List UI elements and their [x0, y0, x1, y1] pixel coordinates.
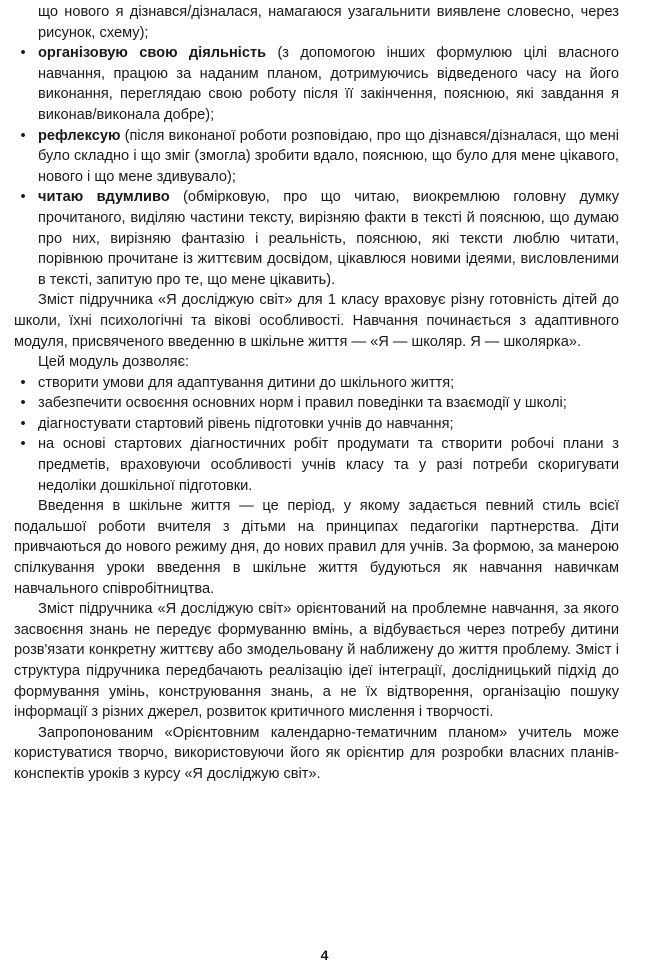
list-item-text: (обмірковую, про що читаю, виокремлюю головну думку прочитаного, виділяю частини тексту, вирізняю факти в тексті й пояснюю, що думаю про них, вирізняю фантазію і реальність, пояснюю, які тексти люблю читати, порівнюю прочитане із життєвим досвідом, цікавлюся новими ідеями, висловленими в тексті, запитую про те, що мене цікавить). [38, 189, 619, 288]
list-item-lead: читаю вдумливо [38, 189, 170, 206]
list-item-text: забезпечити освоєння основних норм і правил поведінки та взаємодії у школі; [38, 395, 567, 412]
list-item [14, 126, 619, 188]
list-item-text: (після виконаної роботи розповідаю, про що дізнався/дізналася, що мені було складно і що зміг (змогла) зробити вдало, пояснюю, що було для мене цікавого, нового і що мене здивувало); [38, 127, 619, 185]
list-item [14, 434, 619, 496]
list-item [14, 414, 619, 435]
skills-list [14, 43, 619, 290]
list-item-lead: рефлексую [38, 127, 121, 144]
list-item-text: на основі стартових діагностичних робіт продумати та створити робочі плани з предметів, враховуючи особливості учнів класу та у разі потреби скоригувати недоліки дошкільної підготовки. [38, 436, 619, 494]
list-item [14, 373, 619, 394]
list-item-lead: організовую свою діяльність [38, 45, 267, 62]
paragraph-calendar-plan: Запропонованим «Орієнтовним календарно-тематичним планом» учитель може користуватися творчо, використовуючи його як орієнтир для розробки власних планів-конспектів уроків з курсу «Я досліджую світ». [14, 724, 619, 782]
bullet-mark: • [20, 436, 26, 453]
page-number: 4 [320, 947, 329, 963]
list-item [14, 43, 619, 125]
module-list [14, 373, 619, 497]
list-item [14, 393, 619, 414]
page-text [14, 2, 619, 785]
bullet-mark: • [20, 127, 26, 144]
list-item-text: діагностувати стартовий рівень підготовки учнів до навчання; [38, 415, 454, 432]
paragraph-problem-learning: Зміст підручника «Я досліджую світ» орієнтований на проблемне навчання, за якого засвоєння знань не передує формуванню вмінь, а відбувається через потребу дитини розв'язати конкретну життєву або змодельовану й наближену до життя проблему. Зміст і структура підручника передбачають реалізацію ідеї інтеграції, дослідницький підхід до формування умінь, конструювання знань, а не їх відтворення, організацію пошуку інформації з різних джерел, розвиток критичного мислення і творчості. [14, 601, 619, 721]
list-item [14, 187, 619, 290]
list-item-text: (з допомогою інших формулюю цілі власного навчання, працюю за наданим планом, дотримуючись відведеного часу на його виконання, переглядаю свою роботу після її закінчення, пояснюю, які завдання я виконав/виконала добре); [38, 45, 619, 123]
bullet-mark: • [20, 415, 26, 432]
bullet-mark: • [20, 395, 26, 412]
list-item-text: створити умови для адаптування дитини до шкільного життя; [38, 374, 455, 391]
module-intro: Цей модуль дозволяє: [38, 354, 190, 371]
paragraph-introduction-period: Введення в шкільне життя — це період, у якому задається певний стиль всієї подальшої роботи вчителя з дітьми на принципах педагогіки партнерства. Діти привчаються до нового режиму дня, до нових правил для учнів. За формою, за манерою спілкування уроки введення в шкільне життя будуються як навчання навичкам навчального співробітництва. [14, 498, 619, 597]
bullet-mark: • [20, 189, 26, 206]
bullet-mark: • [20, 374, 26, 391]
intro-continuation: що нового я дізнався/дізналася, намагаюся узагальнити виявлене словесно, через рисунок, схему); [38, 4, 619, 41]
bullet-mark: • [20, 45, 26, 62]
paragraph-adaptive-module: Зміст підручника «Я досліджую світ» для 1 класу враховує різну готовність дітей до школи, їхні психологічні та вікові особливості. Навчання починається з адаптивного модуля, присвяченого введенню в шкільне життя — «Я — школяр. Я — школярка». [14, 292, 619, 350]
